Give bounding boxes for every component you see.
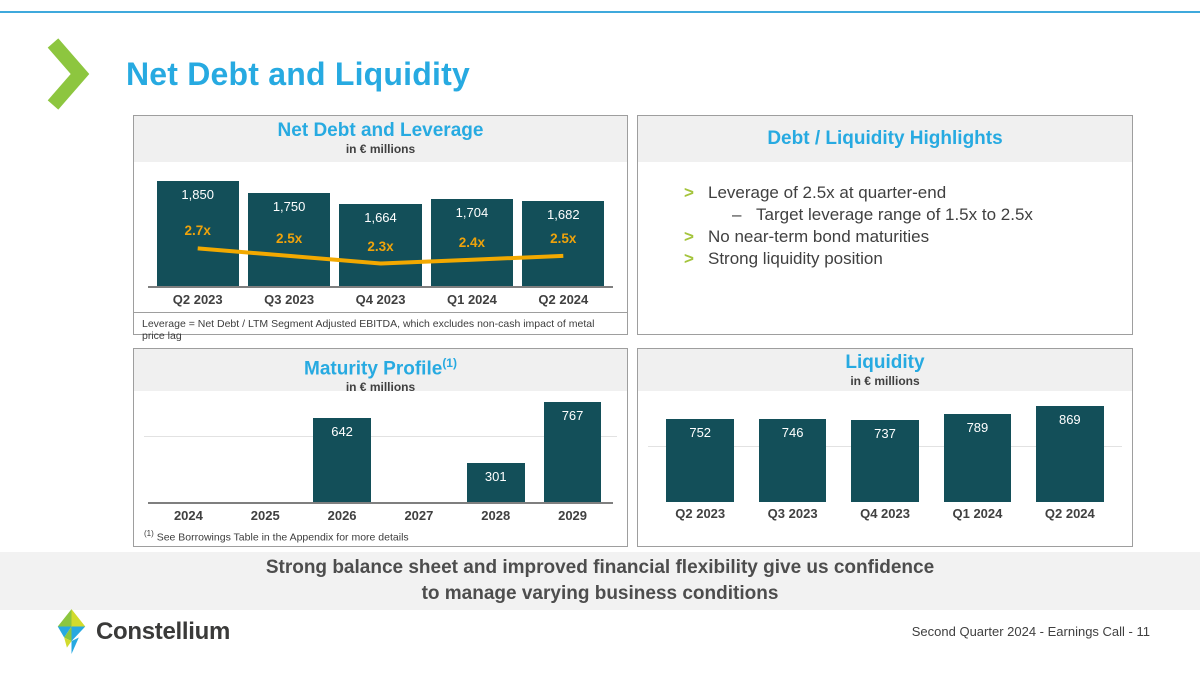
bar-2026 (313, 418, 371, 502)
net-debt-chart-plot (152, 162, 609, 286)
bar-q1-2024 (944, 414, 1011, 502)
bar-column (839, 391, 931, 502)
key-message-line-1: Strong balance sheet and improved financial flexibility give us confidence (265, 557, 935, 578)
bar-column (457, 391, 534, 502)
highlights-header (638, 116, 1132, 162)
net-debt-x-labels (152, 288, 609, 307)
bar-value-label: 1,682 (547, 207, 580, 223)
footer-slide-info: Second Quarter 2024 - Earnings Call - 11 (911, 624, 1150, 639)
bar-column (426, 162, 517, 286)
top-accent-line (0, 11, 1200, 13)
maturity-footnote-text: See Borrowings Table in the Appendix for more details (156, 531, 409, 544)
liquidity-x-labels (654, 502, 1116, 521)
bar-value-label: 789 (966, 420, 989, 436)
maturity-footnote-superscript: (1) (144, 529, 154, 538)
bar-2028 (467, 463, 525, 502)
bar-2029 (544, 402, 602, 502)
page-title: Net Debt and Liquidity (126, 56, 470, 92)
highlight-bullet (684, 248, 1112, 270)
highlights-bullet-list (638, 162, 1132, 270)
bar-column (227, 391, 304, 502)
bar-value-label: 1,850 (181, 186, 214, 202)
x-axis-label: 2024 (173, 508, 203, 523)
x-axis-label: 2028 (481, 508, 511, 523)
leverage-value-label: 2.7x (184, 223, 211, 239)
constellium-wordmark: Constellium (96, 618, 231, 645)
leverage-value-label: 2.5x (550, 230, 577, 246)
bar-value-label: 767 (561, 407, 584, 423)
chevron-icon (44, 38, 94, 110)
bar-column (335, 162, 426, 286)
x-axis-label: Q3 2023 (264, 292, 315, 307)
key-message-line-2: to manage varying business conditions (421, 583, 779, 604)
liquidity-header (638, 349, 1132, 391)
maturity-chart-subtitle: in € millions (345, 380, 416, 395)
liquidity-chart-plot (654, 391, 1116, 502)
liquidity-chart-subtitle: in € millions (850, 374, 920, 388)
x-axis-label: Q3 2023 (767, 506, 818, 521)
bar-column (304, 391, 381, 502)
maturity-x-labels (150, 504, 611, 523)
bullet-text: Strong liquidity position (708, 249, 883, 268)
bar-column (380, 391, 457, 502)
bullet-marker-icon: – (732, 205, 742, 224)
maturity-chart-plot (150, 391, 611, 502)
highlight-bullet (684, 226, 1112, 248)
bar-value-label: 869 (1058, 411, 1081, 427)
bar-q4-2023 (851, 420, 918, 502)
bar-q2-2023 (666, 419, 733, 503)
x-axis-label: Q2 2023 (675, 506, 726, 521)
x-axis-label: Q4 2023 (355, 292, 406, 307)
panel-debt-liquidity-highlights (637, 115, 1133, 335)
x-axis-label: 2027 (404, 508, 434, 523)
x-axis-label: 2029 (558, 508, 588, 523)
bar-column (243, 162, 334, 286)
net-debt-footnote: Leverage = Net Debt / LTM Segment Adjusted EBITDA, which excludes non-cash impact of metal price lag (134, 312, 627, 342)
bullet-text: Target leverage range of 1.5x to 2.5x (756, 205, 1033, 224)
maturity-footnote (134, 525, 627, 546)
bar-column (654, 391, 746, 502)
x-axis-label: Q1 2024 (952, 506, 1003, 521)
maturity-chart-title (134, 352, 627, 380)
x-axis-label: Q4 2023 (860, 506, 910, 521)
bullet-text: No near-term bond maturities (708, 227, 930, 246)
key-message-band (0, 552, 1200, 610)
x-axis-label: 2025 (250, 508, 280, 523)
bar-column (1024, 391, 1116, 502)
x-axis-label: Q1 2024 (446, 292, 497, 307)
bar-column (150, 391, 227, 502)
highlight-bullet (684, 182, 1112, 204)
bar-column (746, 391, 838, 502)
bullet-text: Leverage of 2.5x at quarter-end (708, 183, 947, 202)
bar-value-label: 1,704 (455, 204, 489, 220)
constellium-logo (55, 607, 230, 657)
net-debt-chart-title: Net Debt and Leverage (277, 120, 484, 141)
bar-q3-2023 (759, 419, 826, 502)
bar-column (518, 162, 609, 286)
net-debt-chart-subtitle: in € millions (345, 142, 416, 156)
leverage-value-label: 2.4x (458, 234, 486, 250)
bar-value-label: 737 (874, 426, 896, 442)
bar-column (931, 391, 1023, 502)
leverage-value-label: 2.5x (275, 230, 303, 246)
bullet-marker-icon: > (684, 249, 694, 268)
bar-q2-2024 (1036, 406, 1103, 503)
maturity-title-text: Maturity Profile (304, 358, 443, 380)
bar-value-label: 746 (781, 425, 804, 441)
x-axis-label: Q2 2024 (1044, 506, 1095, 521)
panel-liquidity (637, 348, 1133, 547)
leverage-value-label: 2.3x (367, 238, 394, 254)
bar-column (534, 391, 611, 502)
bullet-marker-icon: > (684, 227, 694, 246)
maturity-header (134, 349, 627, 395)
bullet-marker-icon: > (684, 183, 694, 202)
bar-value-label: 301 (484, 468, 507, 484)
x-axis-label: Q2 2024 (538, 292, 589, 307)
bar-value-label: 752 (689, 424, 712, 440)
panel-maturity-profile (133, 348, 628, 547)
bar-value-label: 642 (331, 424, 353, 440)
highlight-sub-bullet (732, 204, 1112, 226)
x-axis-label: Q2 2023 (172, 292, 223, 307)
highlights-title: Debt / Liquidity Highlights (767, 128, 1003, 149)
bar-value-label: 1,750 (272, 199, 306, 214)
liquidity-bottom-spacer (638, 521, 1132, 546)
bar-value-label: 1,664 (364, 209, 397, 225)
x-axis-label: 2026 (327, 508, 357, 523)
panel-net-debt-leverage (133, 115, 628, 342)
liquidity-chart-title: Liquidity (845, 352, 925, 373)
net-debt-header (134, 116, 627, 162)
maturity-title-superscript: (1) (442, 356, 457, 370)
constellium-logo-mark-icon (55, 607, 88, 657)
